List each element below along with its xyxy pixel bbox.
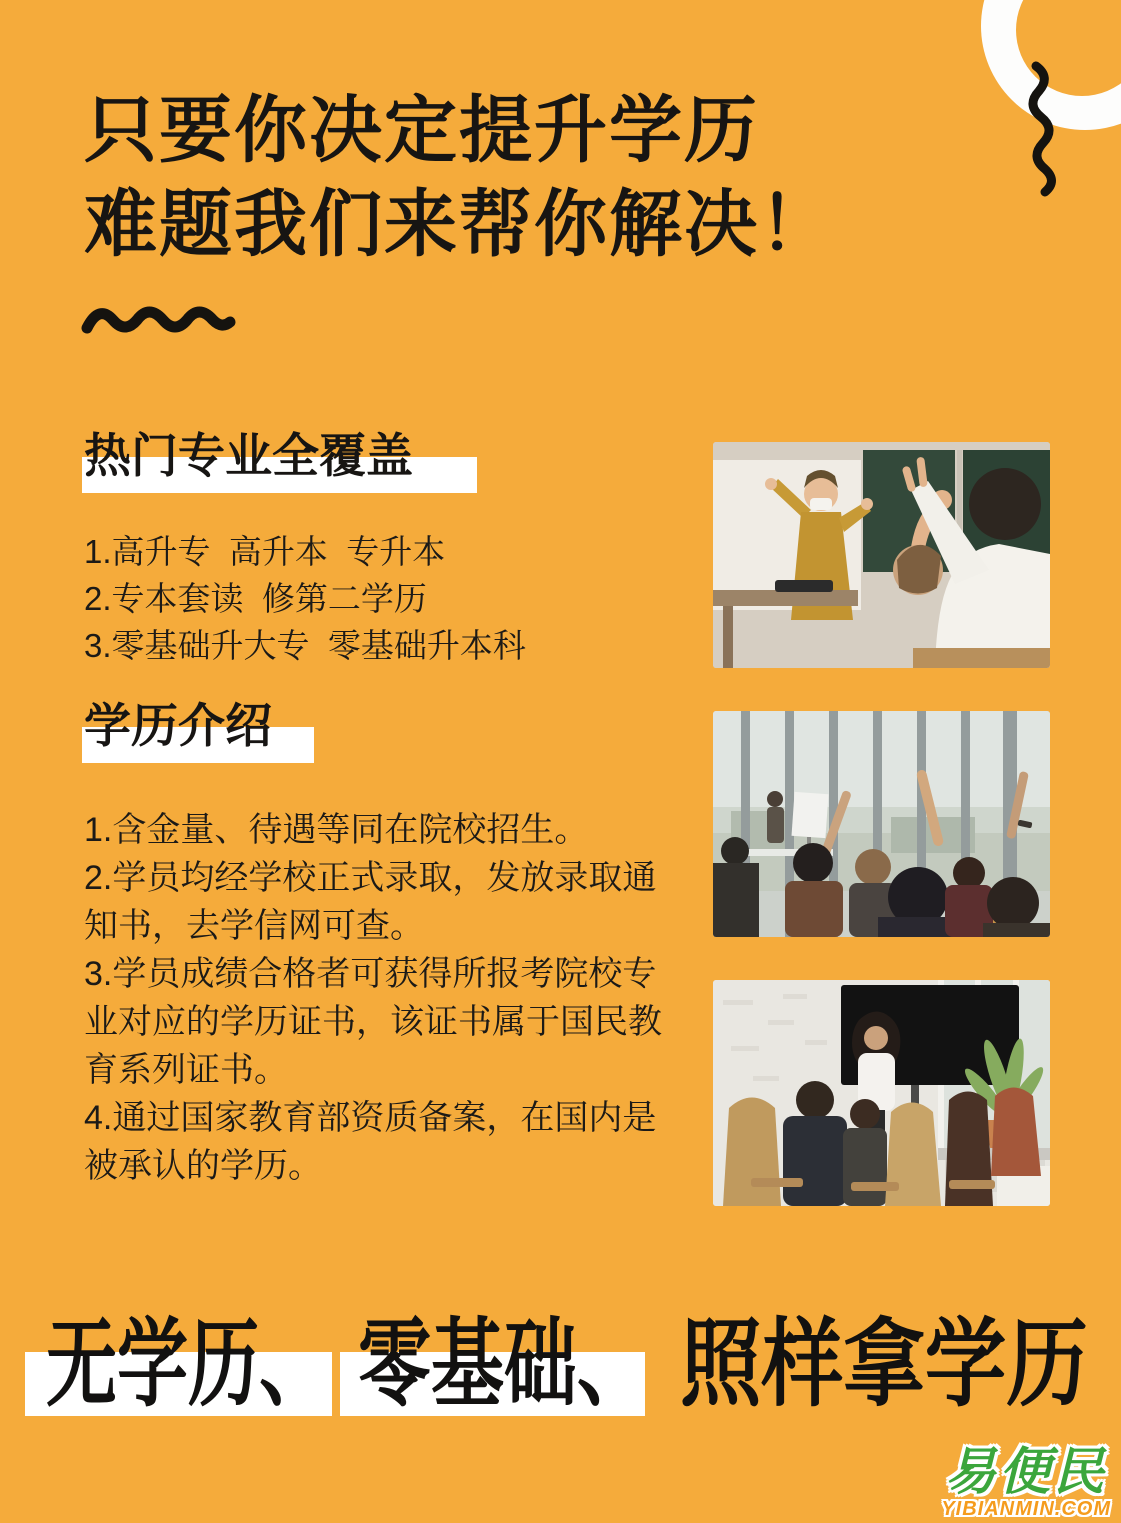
classroom-photo-1-illustration [713,442,1050,668]
watermark-brand: 易便民 [945,1443,1108,1500]
ring-decoration-icon [941,0,1121,210]
list-item: 4.通过国家教育部资质备案，在国内是被承认的学历。 [84,1099,657,1185]
classroom-photo-1 [713,442,1050,668]
banner-text: 无学历、 [46,1311,331,1418]
title-line-2: 难题我们来帮你解决！ [84,184,834,265]
classroom-photo-3-illustration [713,980,1050,1206]
majors-list [84,528,526,669]
watermark-domain: YIBIANMIN.COM [941,1498,1111,1520]
list-item: 1.含金量、待遇等同在院校招生。 [84,811,589,849]
watermark [941,1443,1111,1520]
page-title [84,84,834,272]
section-header-text: 学历介绍 [84,699,272,752]
list-item: 2.学员均经学校正式录取，发放录取通知书，去学信网可查。 [84,859,657,945]
classroom-photo-2 [713,711,1050,937]
section-header-intro [84,698,272,754]
section-header-majors [84,428,413,484]
banner-segment-still-get-diploma [680,1308,1121,1428]
classroom-photo-2-illustration [713,711,1050,937]
list-item: 1.高升专 高升本 专升本 [84,533,446,570]
section-header-text: 热门专业全覆盖 [84,429,413,482]
list-item: 2.专本套读 修第二学历 [84,580,427,617]
degree-intro-list [84,806,690,1190]
classroom-photo-3 [713,980,1050,1206]
banner-text: 零基础、 [358,1311,650,1418]
list-item: 3.零基础升大专 零基础升本科 [84,627,526,664]
list-item: 3.学员成绩合格者可获得所报考院校专业对应的学历证书，该证书属于国民教育系列证书。 [84,955,662,1089]
title-line-1: 只要你决定提升学历 [84,90,759,171]
banner-text: 照样拿学历 [680,1311,1088,1418]
wave-underline-icon [80,297,238,345]
